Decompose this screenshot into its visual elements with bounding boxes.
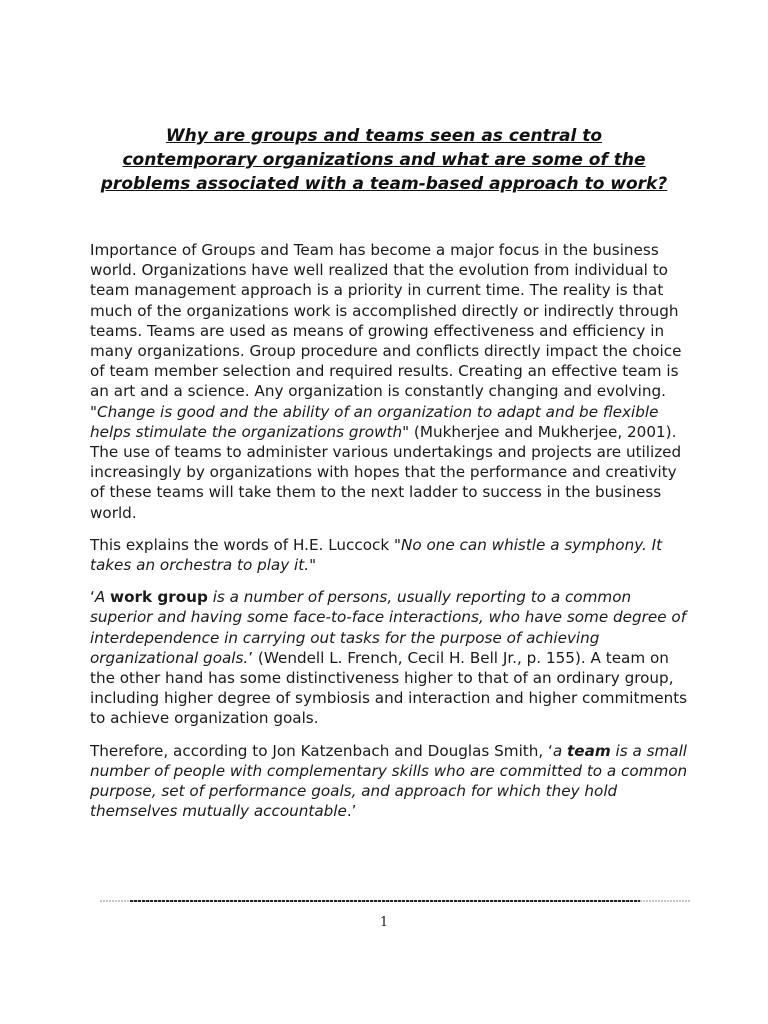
- paragraph-3-italic-a: A: [94, 588, 111, 607]
- paragraph-4-italic-b: is a small number of people with complementary skills who are committed to a common purpose, set of performance goals, and approach for which they hold themselves mutually accountable: [90, 741, 688, 821]
- document-body: [90, 240, 690, 833]
- paragraph-4-end: .’: [346, 802, 357, 821]
- paragraph-4-term: [567, 742, 611, 760]
- paragraph-2-text-a: This explains the words of H.E. Luccock ": [90, 535, 401, 554]
- paragraph-4-italic-a: a: [552, 741, 568, 760]
- paragraph-1-text-a: Importance of Groups and Team has become a major focus in the business world. Organizations have well realized that the evolution from individual to team management approach is a priority in current time. The reality is that much of the organizations work is accomplished directly or indirectly through teams. Teams are used as means of growing effectiveness and efficiency in many organizations. Group procedure and conflicts directly impact the choice of team member selection and required results. Creating an effective team is an art and a science. Any organization is constantly changing and evolving. ": [90, 241, 682, 421]
- paragraph-3-open-quote: ‘: [90, 588, 95, 607]
- paragraph-1: [90, 240, 690, 523]
- paragraph-4-term-bold: team: [567, 741, 611, 760]
- document-title: [80, 124, 688, 196]
- paragraph-3: [90, 587, 690, 728]
- footer-divider: [100, 899, 690, 903]
- title-line-3: problems associated with a team-based approach to work?: [100, 174, 668, 194]
- paragraph-1-quote: Change is good and the ability of an organization to adapt and be flexible helps stimulate the organizations growth: [90, 402, 659, 441]
- paragraph-4-text-a: Therefore, according to Jon Katzenbach and Douglas Smith, ‘: [90, 741, 553, 760]
- paragraph-3-term: work group: [110, 588, 208, 607]
- paragraph-2-quote: No one can whistle a symphony. It takes an orchestra to play it.: [90, 535, 663, 575]
- title-line-2: contemporary organizations and what are some of the: [122, 150, 646, 170]
- title-line-1: Why are groups and teams seen as central to: [165, 126, 603, 146]
- paragraph-3-rest: ’ (Wendell L. French, Cecil H. Bell Jr., p. 155). A team on the other hand has some distinctiveness higher to that of an ordinary group, including higher degree of symbiosis and interaction and higher commitments to achieve organization goals.: [90, 648, 688, 728]
- paragraph-2: [90, 535, 690, 575]
- paragraph-4: [90, 741, 690, 822]
- paragraph-2-text-b: ": [309, 556, 317, 575]
- footer-divider-line: [100, 899, 690, 903]
- paragraph-3-italic-b: is a number of persons, usually reporting to a common superior and having some face-to-face interactions, who have some degree of interdependence in carrying out tasks for the purpose of achieving organizational goals.: [90, 588, 687, 667]
- paragraph-1-text-b: " (Mukherjee and Mukherjee, 2001). The use of teams to administer various undertakings and projects are utilized increasingly by organizations with hopes that the performance and creativity of these teams will take them to the next ladder to success in the business world.: [90, 422, 682, 522]
- page-number: 1: [379, 915, 389, 930]
